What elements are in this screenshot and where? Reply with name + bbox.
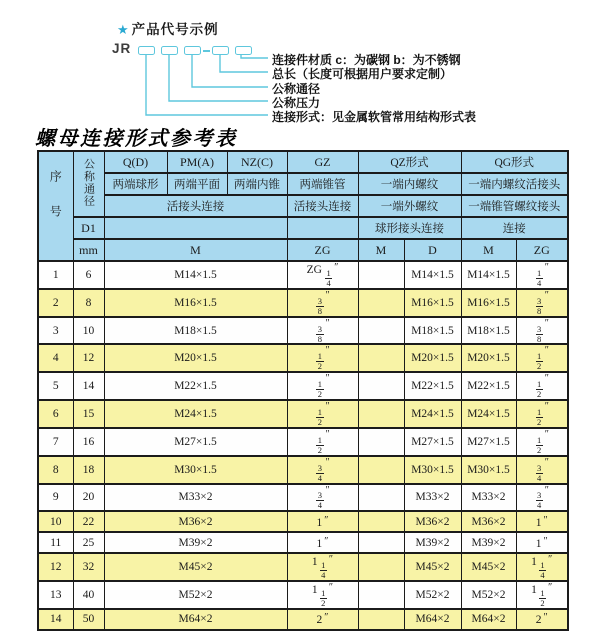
fraction: $\frac{1}{2}$ [540,588,545,609]
header-qz-sub2: 一端外螺纹 [358,195,461,217]
cell-zg: $\frac{1}{2}$ ″ [287,372,358,400]
cell-no: 14 [38,609,73,630]
cell-no: 12 [38,553,73,581]
table-row [38,344,568,372]
cell-dn: 14 [73,372,104,400]
table-header [38,151,568,261]
cell-qg_zg: 2 ″ [516,609,568,630]
cell-no: 11 [38,532,73,553]
cell-qg_zg: $\frac{1}{2}$ ″ [516,400,568,428]
fraction: $\frac{1}{2}$ [317,434,323,455]
cell-zg: $\frac{3}{4}$ ″ [287,456,358,484]
cell-m: M18×1.5 [104,317,287,345]
label-total-length: 总长（长度可根据用户要求定制） [272,67,453,81]
cell-qg_m: M45×2 [461,553,516,581]
cell-dn: 12 [73,344,104,372]
table-row [38,484,568,512]
cell-qg_zg: $\frac{1}{4}$ ″ [516,261,568,289]
cell-dn: 10 [73,317,104,345]
cell-qz_m [358,289,404,317]
table-row [38,511,568,532]
cell-no: 6 [38,400,73,428]
table-body [38,261,568,630]
fraction: $\frac{1}{2}$ [537,434,542,455]
cell-qg_zg: $\frac{1}{2}$ ″ [516,372,568,400]
header-union-connection-gz: 活接头连接 [287,195,358,217]
cell-zg: ZG $\frac{1}{4}$ ″ [287,261,358,289]
cell-dn: 8 [73,289,104,317]
cell-no: 1 [38,261,73,289]
cell-zg: 1 ″ [287,511,358,532]
cell-qz_m [358,511,404,532]
header-blank-gz [287,217,358,239]
header-qz-m: M [358,239,404,261]
fraction: $\frac{1}{2}$ [537,379,542,400]
label-connection-form: 连接形式：见金属软管常用结构形式表 [272,110,477,124]
cell-qz_d: M30×1.5 [404,456,461,484]
cell-qz_m [358,261,404,289]
cell-qg_zg: 1 $\frac{1}{4}$ ″ [516,553,568,581]
header-qg-sub2: 一端锥管螺纹接头 [461,195,568,217]
cell-m: M20×1.5 [104,344,287,372]
cell-qz_m [358,344,404,372]
cell-dn: 50 [73,609,104,630]
cell-no: 4 [38,344,73,372]
cell-qg_zg: $\frac{3}{8}$ ″ [516,317,568,345]
cell-m: M39×2 [104,532,287,553]
product-code-diagram [0,0,600,126]
header-qg-sub3: 连接 [461,217,568,239]
header-gz: GZ [287,151,358,173]
cell-qz_d: M52×2 [404,581,461,609]
cell-qz_m [358,456,404,484]
fraction: $\frac{3}{8}$ [537,323,542,344]
cell-qg_m: M64×2 [461,609,516,630]
cell-zg: $\frac{1}{2}$ ″ [287,428,358,456]
fraction: $\frac{1}{2}$ [537,407,542,427]
header-qg-m: M [461,239,516,261]
table-row [38,372,568,400]
header-union-connection: 活接头连接 [104,195,287,217]
fraction: $\frac{1}{4}$ [326,267,331,288]
code-box-5 [235,46,252,55]
fraction: $\frac{1}{2}$ [537,351,542,372]
cell-zg: 1 ″ [287,532,358,553]
cell-qg_m: M39×2 [461,532,516,553]
cell-qg_m: M27×1.5 [461,428,516,456]
cell-qg_zg: 1 ″ [516,532,568,553]
code-box-4 [212,46,229,55]
fraction: $\frac{3}{8}$ [537,295,542,316]
code-box-2 [161,46,178,55]
table-row [38,581,568,609]
header-q: Q(D) [104,151,167,173]
cell-qg_zg: $\frac{3}{4}$ ″ [516,456,568,484]
header-m: M [104,239,287,261]
cell-qz_d: M27×1.5 [404,428,461,456]
cell-qz_d: M45×2 [404,553,461,581]
header-qg-form: QG形式 [461,151,568,173]
cell-qg_zg: 1 $\frac{1}{2}$ ″ [516,581,568,609]
table-row [38,317,568,345]
fraction: $\frac{3}{8}$ [317,295,323,316]
cell-dn: 32 [73,553,104,581]
cell-dn: 20 [73,484,104,512]
fraction: $\frac{1}{2}$ [317,351,323,372]
cell-zg: 2 ″ [287,609,358,630]
cell-qz_m [358,317,404,345]
header-dn: 公称通径 [73,151,104,217]
cell-qz_m [358,484,404,512]
cell-qz_m [358,609,404,630]
cell-dn: 40 [73,581,104,609]
cell-no: 3 [38,317,73,345]
cell-dn: 16 [73,428,104,456]
code-box-1 [138,46,155,55]
product-code-prefix: JR [112,41,132,56]
header-q-sub: 两端球形 [104,173,167,195]
cell-qz_d: M39×2 [404,532,461,553]
cell-qg_zg: $\frac{1}{2}$ ″ [516,428,568,456]
cell-qg_m: M24×1.5 [461,400,516,428]
cell-m: M30×1.5 [104,456,287,484]
table-row [38,553,568,581]
cell-qg_m: M33×2 [461,484,516,512]
fraction: $\frac{3}{4}$ [537,490,542,511]
label-nominal-pressure: 公称压力 [272,96,321,110]
cell-qg_m: M52×2 [461,581,516,609]
cell-dn: 25 [73,532,104,553]
cell-no: 7 [38,428,73,456]
diagram-title-text: 产品代号示例 [131,22,219,37]
cell-m: M33×2 [104,484,287,512]
cell-m: M22×1.5 [104,372,287,400]
header-qz-sub3: 球形接头连接 [358,217,461,239]
cell-m: M64×2 [104,609,287,630]
fraction: $\frac{1}{2}$ [317,379,323,400]
cell-zg: $\frac{3}{4}$ ″ [287,484,358,512]
cell-qz_d: M64×2 [404,609,461,630]
table-row [38,428,568,456]
cell-no: 10 [38,511,73,532]
header-nz-sub: 两端内锥 [227,173,287,195]
fraction: $\frac{1}{2}$ [321,588,326,609]
cell-qz_d: M20×1.5 [404,344,461,372]
cell-qg_zg: $\frac{3}{4}$ ″ [516,484,568,512]
star-icon: ★ [117,22,130,37]
cell-m: M24×1.5 [104,400,287,428]
fraction: $\frac{3}{4}$ [537,462,542,483]
header-pm-sub: 两端平面 [167,173,227,195]
header-seq: 序号 [38,151,73,261]
cell-qz_m [358,400,404,428]
fraction: $\frac{3}{4}$ [317,490,323,511]
table-row [38,289,568,317]
cell-qz_d: M24×1.5 [404,400,461,428]
table-title: 螺母连接形式参考表 [35,128,238,150]
cell-qz_d: M18×1.5 [404,317,461,345]
cell-m: M16×1.5 [104,289,287,317]
cell-qz_m [358,532,404,553]
header-qz-sub1: 一端内螺纹 [358,173,461,195]
cell-m: M36×2 [104,511,287,532]
cell-qg_zg: 1 ″ [516,511,568,532]
fraction: $\frac{1}{2}$ [317,407,323,427]
cell-dn: 18 [73,456,104,484]
cell-qz_d: M14×1.5 [404,261,461,289]
cell-qg_zg: $\frac{1}{2}$ ″ [516,344,568,372]
cell-dn: 15 [73,400,104,428]
header-pm: PM(A) [167,151,227,173]
cell-qz_d: M33×2 [404,484,461,512]
header-qz-d: D [404,239,461,261]
fraction: $\frac{3}{4}$ [317,462,323,483]
header-blank-left [104,217,287,239]
cell-qg_m: M16×1.5 [461,289,516,317]
cell-qz_m [358,581,404,609]
cell-qg_m: M30×1.5 [461,456,516,484]
cell-no: 8 [38,456,73,484]
cell-no: 5 [38,372,73,400]
code-box-3 [184,46,201,55]
cell-zg: $\frac{3}{8}$ ″ [287,289,358,317]
header-d1: D1 [73,217,104,239]
table-row [38,609,568,630]
header-qg-sub1: 一端内螺纹活接头 [461,173,568,195]
table-row [38,532,568,553]
diagram-title [117,18,219,38]
cell-dn: 6 [73,261,104,289]
table-row [38,400,568,428]
cell-dn: 22 [73,511,104,532]
code-dash [203,50,210,52]
cell-qz_m [358,428,404,456]
cell-qg_zg: $\frac{3}{8}$ ″ [516,289,568,317]
header-nz: NZ(C) [227,151,287,173]
cell-m: M52×2 [104,581,287,609]
header-qg-zg: ZG [516,239,568,261]
fraction: $\frac{1}{4}$ [321,560,326,581]
cell-zg: $\frac{3}{8}$ ″ [287,317,358,345]
label-material: 连接件材质 c：为碳钢 b：为不锈钢 [272,53,461,67]
table-row [38,456,568,484]
header-zg: ZG [287,239,358,261]
table-row [38,261,568,289]
label-nominal-diameter: 公称通径 [272,82,321,96]
cell-qz_m [358,553,404,581]
cell-m: M27×1.5 [104,428,287,456]
fraction: $\frac{3}{8}$ [317,323,323,344]
cell-qz_d: M36×2 [404,511,461,532]
cell-qg_m: M22×1.5 [461,372,516,400]
cell-m: M14×1.5 [104,261,287,289]
nut-connection-reference-table [37,150,569,631]
cell-qz_d: M16×1.5 [404,289,461,317]
cell-zg: $\frac{1}{2}$ ″ [287,400,358,428]
fraction: $\frac{1}{4}$ [537,267,542,288]
cell-no: 9 [38,484,73,512]
cell-qz_d: M22×1.5 [404,372,461,400]
fraction: $\frac{1}{4}$ [540,560,545,581]
cell-qg_m: M36×2 [461,511,516,532]
cell-qg_m: M14×1.5 [461,261,516,289]
cell-qz_m [358,372,404,400]
header-gz-sub: 两端锥管 [287,173,358,195]
header-qz-form: QZ形式 [358,151,461,173]
cell-zg: 1 $\frac{1}{2}$ ″ [287,581,358,609]
header-mm: mm [73,239,104,261]
cell-m: M45×2 [104,553,287,581]
cell-qg_m: M20×1.5 [461,344,516,372]
cell-qg_m: M18×1.5 [461,317,516,345]
cell-no: 2 [38,289,73,317]
cell-zg: 1 $\frac{1}{4}$ ″ [287,553,358,581]
cell-zg: $\frac{1}{2}$ ″ [287,344,358,372]
cell-no: 13 [38,581,73,609]
